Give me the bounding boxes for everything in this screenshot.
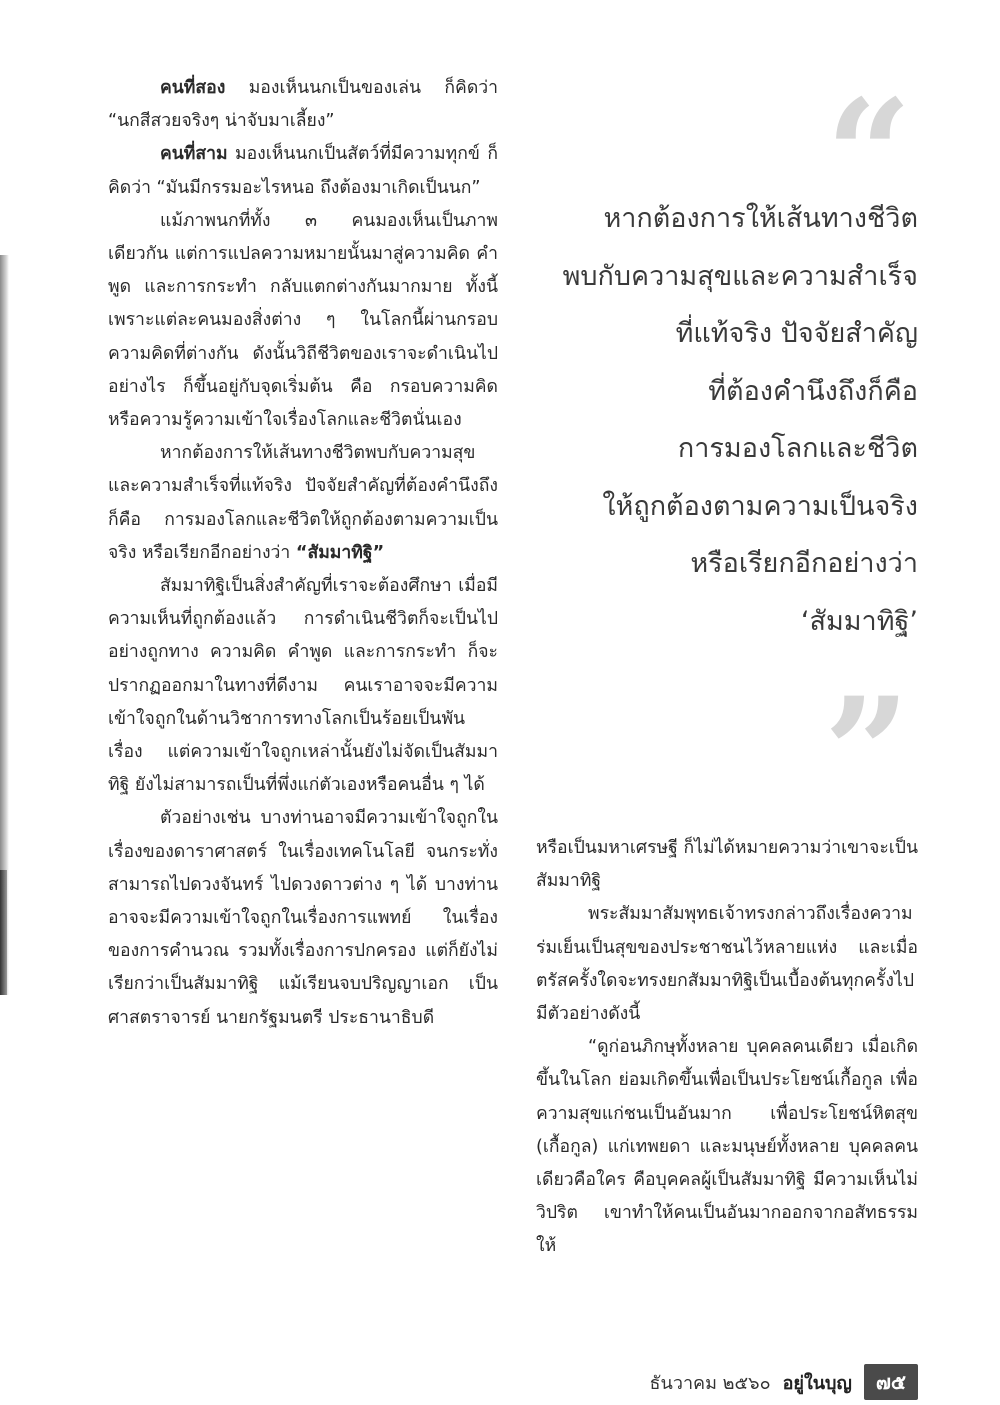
page-binding-edge bbox=[0, 870, 7, 995]
paragraph bbox=[108, 437, 498, 570]
paragraph: สัมมาทิฐิเป็นสิ่งสำคัญที่เราจะต้องศึกษา เมื่อมีความเห็นที่ถูกต้องแล้ว การดำเนินชีวิตก็จะเป็นไปอย่างถูกทาง ความคิด คำพูด และการกระทำ ก็จะปรากฏออกมาในทางที่ดีงาม คนเราอาจจะมีความเข้าใจถูกในด้านวิชาการทางโลกเป็นร้อยเป็นพันเรื่อง แต่ความเข้าใจถูกเหล่านั้นยังไม่จัดเป็นสัมมาทิฐิ ยังไม่สามารถเป็นที่พึ่งแก่ตัวเองหรือคนอื่น ๆ ได้ bbox=[108, 576, 498, 796]
paragraph-text: มองเห็นนกเป็นสัตว์ที่มีความทุกข์ ก็คิดว่า “มันมีกรรมอะไรหนอ ถึงต้องมาเกิดเป็นนก” bbox=[108, 144, 498, 198]
pull-quote-line: หรือเรียกอีกอย่างว่า bbox=[690, 548, 918, 579]
emphasis-term: “สัมมาทิฐิ” bbox=[295, 542, 385, 563]
paragraph: ตัวอย่างเช่น บางท่านอาจมีความเข้าใจถูกในเรื่องของดาราศาสตร์ ในเรื่องเทคโนโลยี จนกระทั่งสามารถไปดวงจันทร์ ไปดวงดาวต่าง ๆ ได้ บางท่านอาจจะมีความเข้าใจถูกในเรื่องการแพทย์ ในเรื่องของการคำนวณ รวมทั้งเรื่องการปกครอง แต่ก็ยังไม่เรียกว่าเป็นสัมมาทิฐิ แม้เรียนจบปริญญาเอก เป็นศาสตราจารย์ นายกรัฐมนตรี ประธานาธิบดี bbox=[108, 808, 498, 1028]
right-text-column bbox=[536, 832, 918, 1264]
pull-quote-line: การมองโลกและชีวิต bbox=[677, 433, 918, 464]
pull-quote-line: หากต้องการให้เส้นทางชีวิต bbox=[603, 203, 918, 234]
paragraph bbox=[108, 72, 498, 138]
paragraph-lead: คนที่สอง bbox=[160, 78, 226, 98]
page-number: ๗๕ bbox=[864, 1364, 918, 1400]
paragraph: หรือเป็นมหาเศรษฐี ก็ไม่ได้หมายความว่าเขาจะเป็นสัมมาทิฐิ bbox=[536, 838, 918, 892]
pull-quote-text bbox=[563, 190, 918, 650]
left-text-column bbox=[108, 72, 498, 1035]
pull-quote-line: ที่แท้จริง ปัจจัยสำคัญ bbox=[675, 318, 918, 349]
paragraph-text: หากต้องการให้เส้นทางชีวิตพบกับความสุขและความสำเร็จที่แท้จริง ปัจจัยสำคัญที่ต้องคำนึงถึงก็คือ การมองโลกและชีวิตให้ถูกต้องตามความเป็นจริง หรือเรียกอีกอย่างว่า bbox=[108, 443, 498, 563]
open-quote-mark: “ bbox=[825, 67, 912, 243]
pull-quote-line: ที่ต้องคำนึงถึงก็คือ bbox=[708, 375, 918, 407]
paragraph bbox=[108, 138, 498, 204]
paragraph: พระสัมมาสัมพุทธเจ้าทรงกล่าวถึงเรื่องความร่มเย็นเป็นสุขของประชาชนไว้หลายแห่ง และเมื่อตรัสครั้งใดจะทรงยกสัมมาทิฐิเป็นเบื้องต้นทุกครั้งไป มีตัวอย่างดังนี้ bbox=[536, 904, 918, 1025]
paragraph-text: มองเห็นนกเป็นของเล่น ก็คิดว่า “นกสีสวยจริงๆ น่าจับมาเลี้ยง” bbox=[108, 78, 498, 132]
pull-quote-line: ‘สัมมาทิฐิ’ bbox=[800, 605, 918, 637]
issue-date: ธันวาคม ๒๕๖๐ bbox=[649, 1372, 771, 1394]
paragraph: “ดูก่อนภิกษุทั้งหลาย บุคคลคนเดียว เมื่อเกิดขึ้นในโลก ย่อมเกิดขึ้นเพื่อเป็นประโยชน์เกื้อกูล เพื่อความสุขแก่ชนเป็นอันมาก เพื่อประโยชน์หิตสุข (เกื้อกูล) แก่เทพยดา และมนุษย์ทั้งหลาย บุคคลคนเดียวคือใคร คือบุคคลผู้เป็นสัมมาทิฐิ มีความเห็นไม่วิปริต เขาทำให้คนเป็นอันมากออกจากอสัทธรรม ให้ bbox=[536, 1037, 918, 1257]
paragraph-lead: คนที่สาม bbox=[160, 144, 228, 165]
pull-quote-line: พบกับความสุขและความสำเร็จ bbox=[562, 260, 918, 292]
close-quote-mark: ” bbox=[823, 665, 910, 841]
magazine-name: อยู่ในบุญ bbox=[782, 1372, 852, 1394]
page-footer bbox=[650, 1366, 918, 1398]
pull-quote bbox=[540, 67, 920, 841]
pull-quote-line: ให้ถูกต้องตามความเป็นจริง bbox=[602, 490, 918, 522]
paragraph: แม้ภาพนกที่ทั้ง ๓ คนมองเห็นเป็นภาพเดียวกัน แต่การแปลความหมายนั้นมาสู่ความคิด คำพูด และการกระทำ กลับแตกต่างกันมากมาย ทั้งนี้เพราะแต่ละคนมองสิ่งต่าง ๆ ในโลกนี้ผ่านกรอบความคิดที่ต่างกัน ดังนั้นวิถีชีวิตของเราจะดำเนินไปอย่างไร ก็ขึ้นอยู่กับจุดเริ่มต้น คือ กรอบความคิด หรือความรู้ความเข้าใจเรื่องโลกและชีวิตนั่นเอง bbox=[108, 210, 498, 431]
